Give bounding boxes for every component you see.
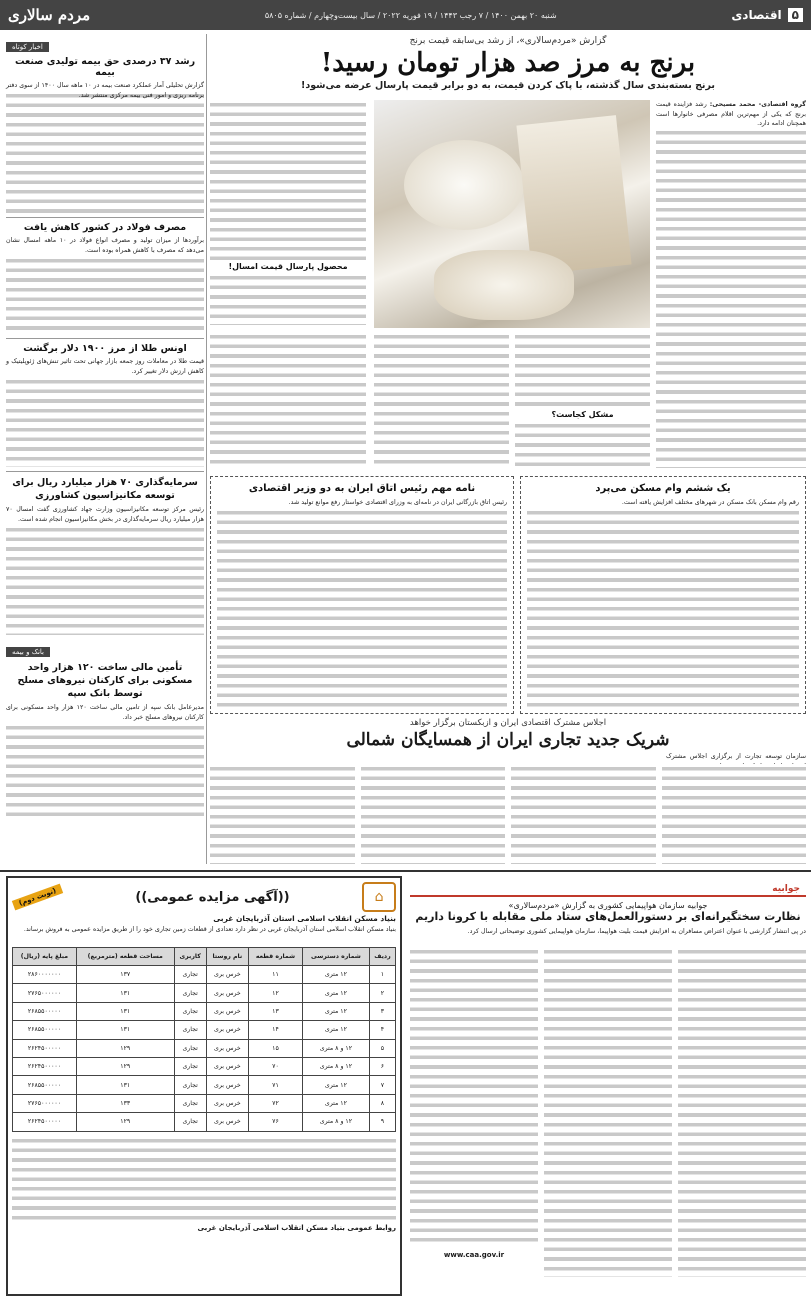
- reply-title: نظارت سختگیرانه‌ای بر دستورالعمل‌های ستاد ملی مقابله با کرونا داریم: [415, 910, 801, 923]
- box-body-lines: [527, 508, 799, 708]
- brief-body: مدیرعامل بانک سپه از تامین مالی ساخت ۱۲۰ هزار واحد مسکونی برای کارکنان نیروهای مسلح خبر داد.: [6, 704, 204, 721]
- table-cell: ۱۳۱: [76, 984, 174, 1002]
- table-cell: ۸: [369, 1094, 395, 1112]
- lead-subhead-2: مشکل کجاست؟: [551, 410, 614, 419]
- lead-body-lines: [210, 100, 366, 260]
- table-header-cell: مساحت قطعه (مترمربع): [76, 948, 174, 966]
- brief-item: [6, 661, 204, 818]
- table-cell: ۷۶: [249, 1113, 303, 1131]
- table-cell: ۲۷۶۵۰۰۰۰۰۰: [13, 1094, 77, 1112]
- brief-title: رشد ۳۷ درصدی حق بیمه تولیدی صنعت بیمه: [14, 56, 196, 78]
- table-cell: ۲۶۸۵۵۰۰۰۰۰: [13, 1021, 77, 1039]
- table-cell: ۱۲: [249, 984, 303, 1002]
- brief-item: [6, 222, 204, 334]
- lead-subtitle: برنج بسته‌بندی سال گذشته، با پاک کردن قیمت، به دو برابر قیمت پارسال عرضه می‌شود!: [301, 80, 715, 91]
- lead-story: [210, 34, 806, 474]
- ad-org: بنیاد مسکن انقلاب اسلامی استان آذربایجان غربی: [213, 914, 396, 923]
- brief-title: اونس طلا از مرز ۱۹۰۰ دلار برگشت: [23, 343, 187, 354]
- table-cell: ۲۶۲۴۵۰۰۰۰۰: [13, 1039, 77, 1057]
- table-row: [13, 1076, 396, 1094]
- table-cell: تجاری: [174, 1076, 206, 1094]
- table-cell: خرس بری: [206, 1094, 248, 1112]
- table-row: [13, 1113, 396, 1131]
- table-cell: خرس بری: [206, 1113, 248, 1131]
- ad-intro: بنیاد مسکن انقلاب اسلامی استان آذربایجان غربی در نظر دارد تعدادی از قطعات زمین تجاری خود را از طریق مزایده عمومی به فروش برساند.: [23, 926, 396, 933]
- table-cell: ۱۲۹: [76, 1057, 174, 1075]
- table-cell: ۱۲ متری: [302, 1002, 369, 1020]
- table-cell: خرس بری: [206, 1057, 248, 1075]
- table-cell: خرس بری: [206, 966, 248, 984]
- reply-kicker: جوابیه سازمان هواپیمایی کشوری به گزارش «مردم‌سالاری»: [508, 901, 708, 910]
- table-cell: ۷۲: [249, 1094, 303, 1112]
- brief-body-lines: [6, 525, 204, 635]
- trade-story: [210, 718, 806, 868]
- section-label: [731, 8, 803, 22]
- reply-website[interactable]: www.caa.gov.ir: [443, 1251, 505, 1259]
- table-cell: ۲۶۲۴۵۰۰۰۰۰: [13, 1113, 77, 1131]
- reply-story: [410, 876, 806, 1296]
- ad-badge: (نوبت دوم): [12, 884, 63, 911]
- table-cell: ۳: [369, 1002, 395, 1020]
- table-cell: ۱۲ و ۸ متری: [302, 1039, 369, 1057]
- box-body: رئیس اتاق بازرگانی ایران در نامه‌ای به وزرای اقتصادی خواستار رفع موانع تولید شد.: [288, 499, 507, 506]
- ad-logo: ⌂: [362, 882, 396, 912]
- box-title: یک ششم وام مسکن می‌پرد: [595, 483, 731, 494]
- table-cell: تجاری: [174, 1021, 206, 1039]
- table-row: [13, 966, 396, 984]
- table-cell: ۲۷۶۵۰۰۰۰۰۰: [13, 984, 77, 1002]
- brief-body-lines: [6, 377, 204, 467]
- rice-photo: [374, 100, 650, 328]
- table-cell: ۱۲ متری: [302, 1076, 369, 1094]
- lead-intro: رشد فزاینده قیمت برنج که یکی از مهم‌ترین اقلام مصرفی خانوارها است همچنان ادامه دارد.: [656, 101, 806, 128]
- table-cell: ۱۳۳: [76, 1094, 174, 1112]
- lead-title: برنج به مرز صد هزار تومان رسید!: [320, 48, 696, 78]
- table-cell: ۱: [369, 966, 395, 984]
- table-cell: ۷۰: [249, 1057, 303, 1075]
- table-header-row: [13, 948, 396, 966]
- table-cell: ۱۱: [249, 966, 303, 984]
- ad-footer: روابط عمومی بنیاد مسکن انقلاب اسلامی آذربایجان غربی: [197, 1223, 396, 1232]
- table-row: [13, 1094, 396, 1112]
- lead-byline: گروه اقتصادی- محمد مسیحی:: [709, 101, 806, 108]
- table-header-cell: مبلغ پایه (ریال): [13, 948, 77, 966]
- reply-body: در پی انتشار گزارشی با عنوان اعتراض مسافران به افزایش قیمت بلیت هواپیما، سازمان هواپیمایی کشوری توضیحاتی ارسال کرد.: [467, 928, 806, 935]
- brief-body: قیمت طلا در معاملات روز جمعه بازار جهانی تحت تاثیر تنش‌های ژئوپلیتیک و کاهش ارزش دلار تغییر کرد.: [6, 358, 204, 375]
- table-row: [13, 984, 396, 1002]
- table-header-cell: کاربری: [174, 948, 206, 966]
- table-cell: ۲۶۸۵۵۰۰۰۰۰: [13, 1076, 77, 1094]
- table-cell: تجاری: [174, 966, 206, 984]
- table-cell: تجاری: [174, 1057, 206, 1075]
- table-row: [13, 1002, 396, 1020]
- lead-body-lines: [210, 273, 366, 325]
- table-cell: ۹: [369, 1113, 395, 1131]
- table-cell: ۴: [369, 1021, 395, 1039]
- box-chamber-letter: [210, 476, 514, 714]
- table-header-cell: نام روستا: [206, 948, 248, 966]
- auction-ad: [6, 876, 402, 1296]
- table-cell: خرس بری: [206, 1002, 248, 1020]
- table-header-cell: شماره دسترسی: [302, 948, 369, 966]
- table-cell: ۱۳۱: [76, 1076, 174, 1094]
- table-cell: تجاری: [174, 984, 206, 1002]
- trade-kicker: اجلاس مشترک اقتصادی ایران و ازبکستان برگزار خواهد: [409, 718, 607, 728]
- table-row: [13, 1039, 396, 1057]
- sidebar: [6, 34, 204, 866]
- lead-subhead: محصول پارسال قیمت امسال!: [228, 262, 348, 271]
- brief-title: سرمایه‌گذاری ۷۰ هزار میلیارد ریال برای توسعه مکانیزاسیون کشاورزی: [12, 477, 198, 501]
- table-cell: خرس بری: [206, 984, 248, 1002]
- table-row: [13, 1021, 396, 1039]
- ad-title: ((آگهی مزایده عمومی)): [135, 889, 290, 905]
- lead-body: [656, 100, 806, 128]
- newspaper-logo: مردم سالاری: [8, 6, 91, 24]
- table-cell: خرس بری: [206, 1076, 248, 1094]
- brief-body: گزارش تحلیلی آمار عملکرد صنعت بیمه در ۱۰ ماهه سال ۱۴۰۰ از سوی دفتر برنامه ریزی و امور فنی بیمه مرکزی منتشر شد.: [6, 82, 204, 99]
- brief-item: [6, 476, 204, 635]
- page-number: ۵: [788, 8, 803, 22]
- brief-item: [6, 56, 204, 213]
- page-header: [0, 0, 811, 30]
- table-cell: ۱۳۱: [76, 1021, 174, 1039]
- table-row: [13, 1057, 396, 1075]
- table-cell: ۱۵: [249, 1039, 303, 1057]
- table-cell: ۱۲ متری: [302, 1021, 369, 1039]
- table-cell: ۵: [369, 1039, 395, 1057]
- table-cell: ۱۲ متری: [302, 984, 369, 1002]
- auction-table: [12, 947, 396, 1132]
- table-cell: تجاری: [174, 1113, 206, 1131]
- table-cell: ۲۶۲۴۵۰۰۰۰۰: [13, 1057, 77, 1075]
- table-cell: ۱۲ و ۸ متری: [302, 1113, 369, 1131]
- table-cell: ۱۲ متری: [302, 1094, 369, 1112]
- table-cell: ۱۲۹: [76, 1039, 174, 1057]
- lead-body-lines: [656, 128, 806, 468]
- brief-title: تأمین مالی ساخت ۱۲۰ هزار واحد مسکونی برای کارکنان نیروهای مسلح توسط بانک سپه: [17, 662, 193, 699]
- sidebar-tag-bank: بانک و بیمه: [6, 647, 50, 657]
- brief-body-lines: [6, 256, 204, 334]
- table-cell: ۱۳۱: [76, 1002, 174, 1020]
- table-cell: ۲۸۶۰۰۰۰۰۰۰: [13, 966, 77, 984]
- table-cell: تجاری: [174, 1094, 206, 1112]
- table-cell: ۷۱: [249, 1076, 303, 1094]
- table-cell: ۲۶۸۵۵۰۰۰۰۰: [13, 1002, 77, 1020]
- trade-title: شریک جدید تجاری ایران از همسایگان شمالی: [346, 730, 670, 750]
- brief-body-lines: [6, 723, 204, 818]
- section-title: اقتصادی: [731, 8, 782, 22]
- lead-kicker: گزارش «مردم‌سالاری»، از رشد بی‌سابقه قیمت برنج: [409, 36, 607, 46]
- brief-body-lines: [6, 91, 204, 213]
- brief-body: رئیس مرکز توسعه مکانیزاسیون وزارت جهاد کشاورزی گفت امسال ۷۰ هزار میلیارد ریال سرمایه‌گذاری در بخش مکانیزاسیون انجام شده است.: [6, 506, 204, 523]
- table-cell: ۷: [369, 1076, 395, 1094]
- box-body-lines: [217, 508, 507, 708]
- table-cell: ۲: [369, 984, 395, 1002]
- table-header-cell: شماره قطعه: [249, 948, 303, 966]
- table-cell: ۱۲۹: [76, 1113, 174, 1131]
- table-cell: ۱۴: [249, 1021, 303, 1039]
- reply-tag: جوابیه: [766, 883, 806, 895]
- table-cell: ۱۲ متری: [302, 966, 369, 984]
- table-cell: خرس بری: [206, 1021, 248, 1039]
- sidebar-tag: اخبار کوتاه: [6, 42, 49, 52]
- trade-body: سازمان توسعه تجارت از برگزاری اجلاس مشترک: [666, 753, 806, 760]
- box-mortgage: [520, 476, 806, 714]
- table-cell: ۱۳۷: [76, 966, 174, 984]
- table-header-cell: ردیف: [369, 948, 395, 966]
- table-cell: خرس بری: [206, 1039, 248, 1057]
- table-cell: ۱۳: [249, 1002, 303, 1020]
- brief-body: برآوردها از میزان تولید و مصرف انواع فولاد در ۱۰ ماهه امسال نشان می‌دهد که مصرف با کاهش همراه بوده است.: [6, 237, 204, 254]
- table-cell: ۱۲ و ۸ متری: [302, 1057, 369, 1075]
- brief-title: مصرف فولاد در کشور کاهش یافت: [23, 222, 187, 233]
- box-body: رقم وام مسکن بانک مسکن در شهرهای مختلف افزایش یافته است.: [621, 499, 799, 506]
- box-title: نامه مهم رئیس اتاق ایران به دو وزیر اقتصادی: [248, 483, 476, 494]
- brief-item: [6, 343, 204, 467]
- table-cell: ۶: [369, 1057, 395, 1075]
- table-cell: تجاری: [174, 1039, 206, 1057]
- table-cell: تجاری: [174, 1002, 206, 1020]
- date-line: شنبه ۲۰ بهمن ۱۴۰۰ / ۷ رجب ۱۴۴۳ / ۱۹ فوریه ۲۰۲۲ / سال بیست‌وچهارم / شماره ۵۸۰۵: [264, 10, 557, 20]
